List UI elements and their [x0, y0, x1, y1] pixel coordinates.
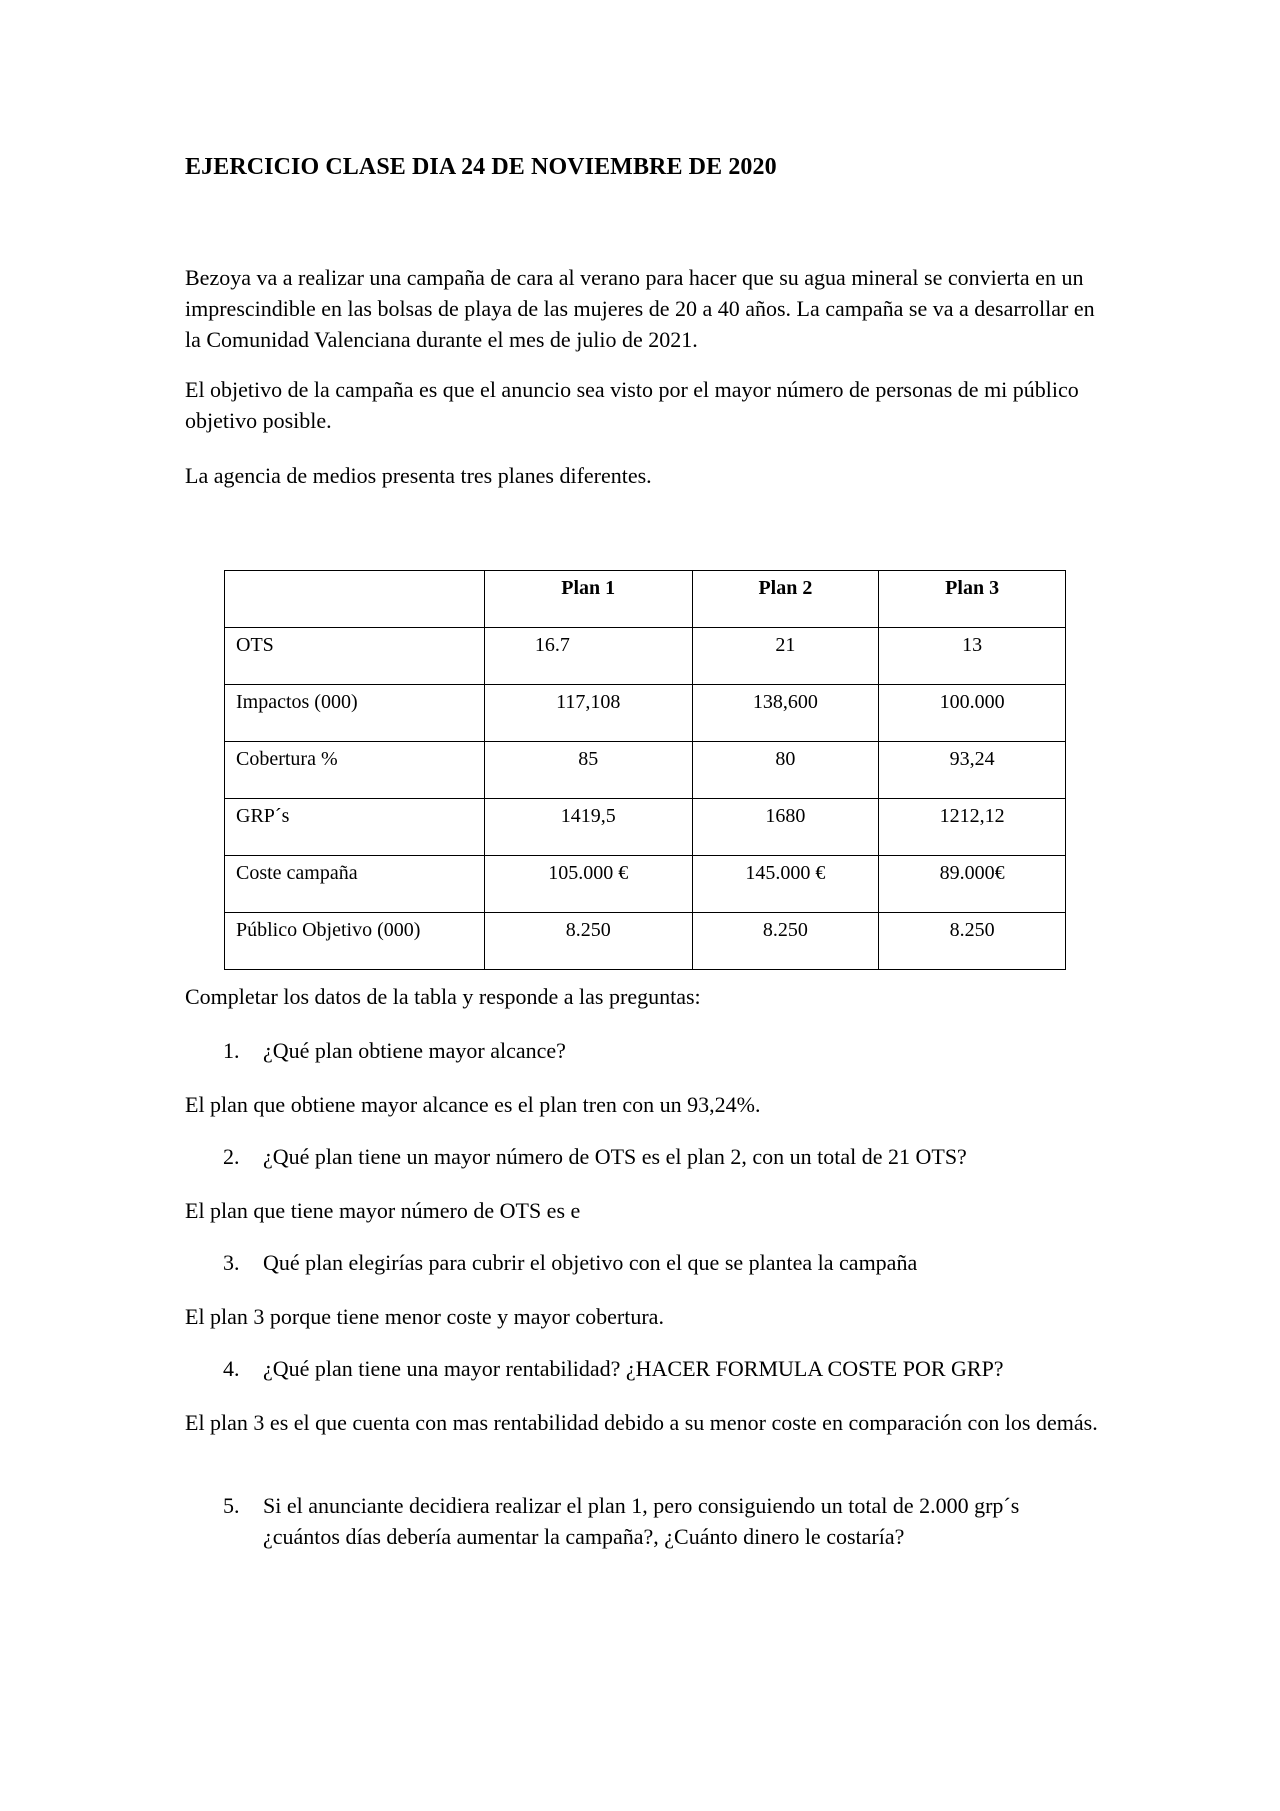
intro-paragraph-2: El objetivo de la campaña es que el anuncio sea visto por el mayor número de personas de mi público objetivo posible. — [185, 377, 1079, 433]
table-cell: 105.000 € — [484, 856, 692, 913]
intro-paragraph-1: Bezoya va a realizar una campaña de cara al verano para hacer que su agua mineral se convierta en un imprescindible en las bolsas de playa de las mujeres de 20 a 40 años. La campaña se va a desarrollar en la Comunidad Valenciana durante el mes de julio de 2021. — [185, 265, 1095, 352]
table-cell: 138,600 — [692, 685, 879, 742]
table-cell: Coste campaña — [225, 856, 485, 913]
table-row — [225, 742, 1066, 799]
table-header-cell — [225, 571, 485, 628]
table-cell: Público Objetivo (000) — [225, 913, 485, 970]
question-text: ¿Qué plan obtiene mayor alcance? — [263, 1038, 566, 1063]
question-number: 4. — [223, 1356, 240, 1381]
table-header-cell: Plan 1 — [484, 571, 692, 628]
table-cell: 1212,12 — [879, 799, 1066, 856]
table-cell: OTS — [225, 628, 485, 685]
plans-table — [224, 570, 1066, 970]
table-cell: 89.000€ — [879, 856, 1066, 913]
question-number: 2. — [223, 1144, 240, 1169]
table-row — [225, 685, 1066, 742]
table-cell: 8.250 — [484, 913, 692, 970]
question-number: 1. — [223, 1038, 240, 1063]
question-text: ¿Qué plan tiene un mayor número de OTS es el plan 2, con un total de 21 OTS? — [263, 1144, 967, 1169]
table-row — [225, 913, 1066, 970]
table-cell: 93,24 — [879, 742, 1066, 799]
table-cell: 16.7 — [484, 628, 692, 685]
instructions-text: Completar los datos de la tabla y responde a las preguntas: — [185, 984, 701, 1009]
table-cell: 8.250 — [879, 913, 1066, 970]
question-4 — [185, 1353, 1105, 1384]
question-3 — [185, 1247, 1105, 1278]
table-cell: Impactos (000) — [225, 685, 485, 742]
table-cell: Cobertura % — [225, 742, 485, 799]
answer-3: El plan 3 porque tiene menor coste y mayor cobertura. — [185, 1304, 664, 1329]
table-cell: 1419,5 — [484, 799, 692, 856]
document-title: EJERCICIO CLASE DIA 24 DE NOVIEMBRE DE 2020 — [185, 154, 777, 180]
intro-paragraph-3: La agencia de medios presenta tres planes diferentes. — [185, 463, 652, 488]
table-cell: 8.250 — [692, 913, 879, 970]
table-header-cell: Plan 2 — [692, 571, 879, 628]
question-1 — [185, 1035, 1105, 1066]
table-cell: GRP´s — [225, 799, 485, 856]
table-cell: 21 — [692, 628, 879, 685]
table-row — [225, 628, 1066, 685]
answer-2: El plan que tiene mayor número de OTS es e — [185, 1198, 581, 1223]
table-cell: 117,108 — [484, 685, 692, 742]
table-cell: 13 — [879, 628, 1066, 685]
question-text: Si el anunciante decidiera realizar el plan 1, pero consiguiendo un total de 2.000 grp´s ¿cuántos días debería aumentar la campaña?, ¿Cuánto dinero le costaría? — [263, 1493, 1020, 1549]
question-number: 5. — [223, 1493, 240, 1518]
table-header-cell: Plan 3 — [879, 571, 1066, 628]
table-row — [225, 799, 1066, 856]
table-cell: 145.000 € — [692, 856, 879, 913]
question-text: Qué plan elegirías para cubrir el objetivo con el que se plantea la campaña — [263, 1250, 918, 1275]
question-number: 3. — [223, 1250, 240, 1275]
table-cell: 85 — [484, 742, 692, 799]
answer-1: El plan que obtiene mayor alcance es el plan tren con un 93,24%. — [185, 1092, 761, 1117]
question-5 — [185, 1490, 1105, 1552]
answer-4: El plan 3 es el que cuenta con mas rentabilidad debido a su menor coste en comparación con los demás. — [185, 1410, 1098, 1435]
question-2 — [185, 1141, 1105, 1172]
table-cell: 1680 — [692, 799, 879, 856]
table-row — [225, 856, 1066, 913]
table-cell: 100.000 — [879, 685, 1066, 742]
question-text: ¿Qué plan tiene una mayor rentabilidad? ¿HACER FORMULA COSTE POR GRP? — [263, 1356, 1004, 1381]
table-header-row — [225, 571, 1066, 628]
table-cell: 80 — [692, 742, 879, 799]
